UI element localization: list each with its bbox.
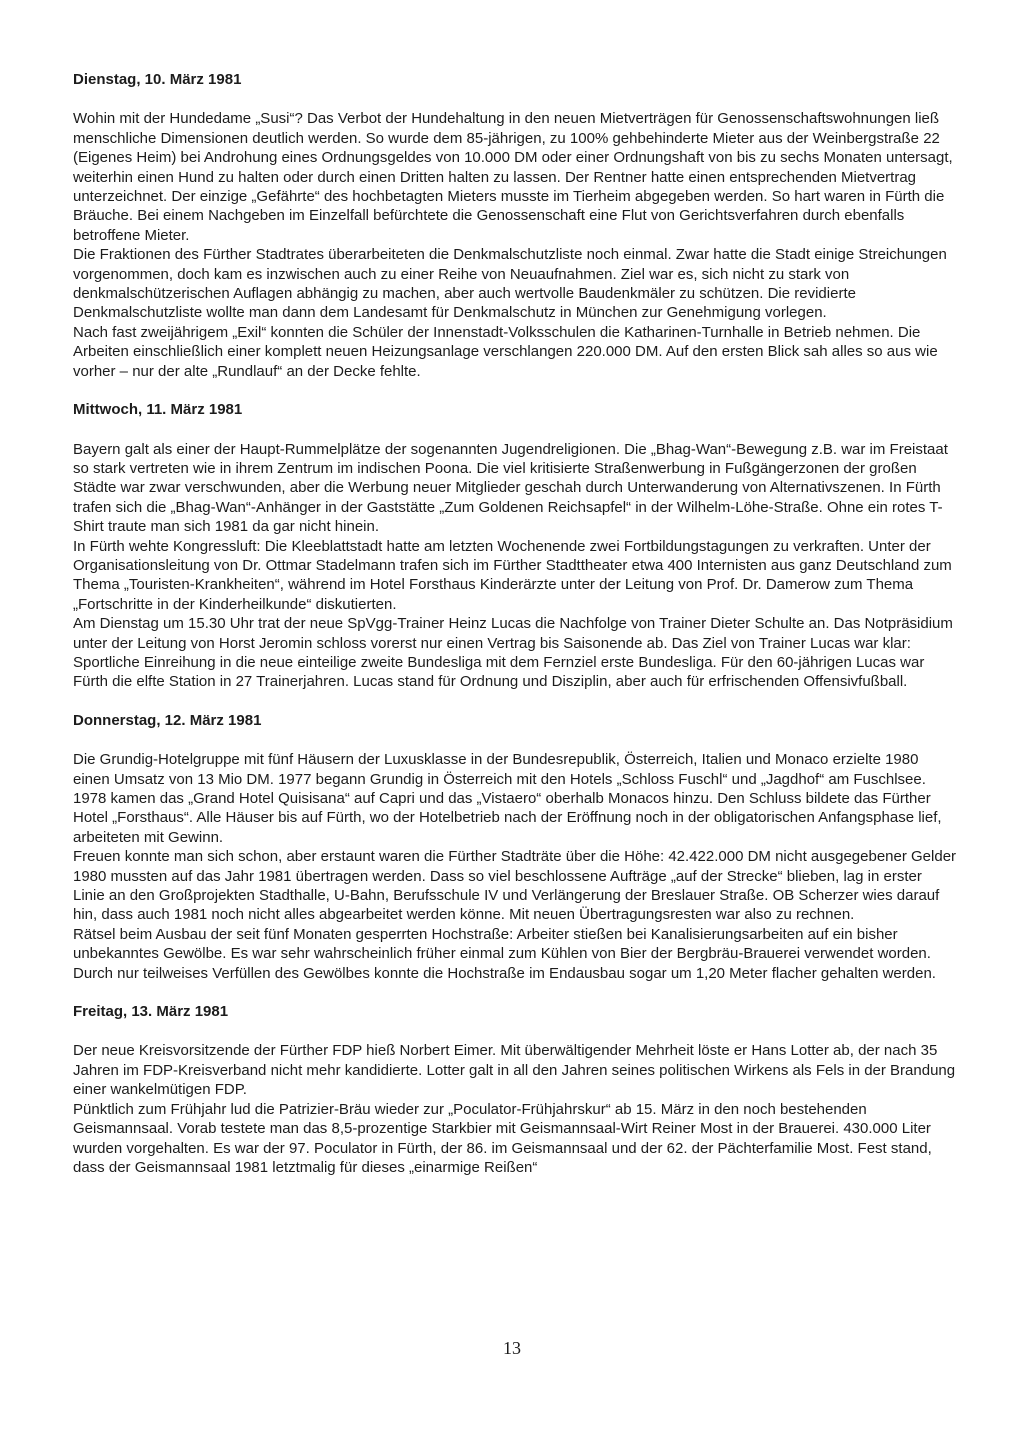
section-paragraphs [73,1041,957,1177]
paragraph: Rätsel beim Ausbau der seit fünf Monaten gesperrten Hochstraße: Arbeiter stießen bei Kanalisierungsarbeiten auf ein bisher unbekanntes Gewölbe. Es war sehr wahrscheinlich früher einmal zum Kühlen von Bier der Bergbräu-Brauerei verwendet worden. Durch nur teilweises Verfüllen des Gewölbes konnte die Hochstraße im Endausbau sogar um 1,20 Meter flacher gehalten werden. [73,925,936,982]
section-paragraphs [73,750,957,983]
paragraph: Die Fraktionen des Fürther Stadtrates überarbeiteten die Denkmalschutzliste noch einmal. Zwar hatte die Stadt einige Streichungen vorgenommen, doch kam es inzwischen auch zu einer Reihe von Neuaufnahmen. Ziel war es, sich nicht zu stark von denkmalschützerischen Auflagen abhängig zu machen, aber auch wertvolle Baudenkmäler zu schützen. Die revidierte Denkmalschutzliste wollte man dann dem Landesamt für Denkmalschutz in München zur Genehmigung vorlegen. [73,246,947,322]
section-heading: Dienstag, 10. März 1981 [73,71,242,88]
paragraph: Die Grundig-Hotelgruppe mit fünf Häusern der Luxusklasse in der Bundesrepublik, Österreich, Italien und Monaco erzielte 1980 einen Umsatz von 13 Mio DM. 1977 begann Grundig in Österreich mit den Hotels „Schloss Fuschl“ und „Jagdhof“ am Fuschlsee. 1978 kamen das „Grand Hotel Quisisana“ auf Capri und das „Vistaero“ oberhalb Monacos hinzu. Den Schluss bildete das Fürther Hotel „Forsthaus“. Alle Häuser bis auf Fürth, wo der Hotelbetrieb nach der Eröffnung noch in der obligatorischen Anfangsphase lief, arbeiteten mit Gewinn. [73,751,942,846]
paragraph: Nach fast zweijährigem „Exil“ konnten die Schüler der Innenstadt-Volksschulen die Katharinen-Turnhalle in Betrieb nehmen. Die Arbeiten einschließlich einer komplett neuen Heizungsanlage verschlangen 220.000 DM. Auf den ersten Blick sah alles so aus wie vorher – nur der alte „Rundlauf“ an der Decke fehlte. [73,323,938,380]
section-paragraphs [73,109,957,381]
paragraph: Am Dienstag um 15.30 Uhr trat der neue SpVgg-Trainer Heinz Lucas die Nachfolge von Trainer Dieter Schulte an. Das Notpräsidium unter der Leitung von Horst Jeromin schloss vorerst nur einen Vertrag bis Saisonende ab. Das Ziel von Trainer Lucas war klar: Sportliche Einreihung in die neue einteilige zweite Bundesliga mit dem Fernziel erste Bundesliga. Für den 60-jährigen Lucas war Fürth die elfte Station in 27 Trainerjahren. Lucas stand für Ordnung und Disziplin, aber auch für erfrischenden Offensivfußball. [73,615,953,691]
paragraph: Der neue Kreisvorsitzende der Fürther FDP hieß Norbert Eimer. Mit überwältigender Mehrheit löste er Hans Lotter ab, der nach 35 Jahren im FDP-Kreisverband nicht mehr kandidierte. Lotter galt in all den Jahren seines politischen Wirkens als Fels in der Brandung einer wankelmütigen FDP. [73,1042,956,1099]
page-footer [0,1338,1024,1359]
section-heading: Donnerstag, 12. März 1981 [73,711,262,729]
section-paragraphs [73,440,957,692]
section-heading: Mittwoch, 11. März 1981 [73,401,243,419]
day-section [73,1002,957,1177]
section-heading: Freitag, 13. März 1981 [73,1003,229,1021]
paragraph: Bayern galt als einer der Haupt-Rummelplätze der sogenannten Jugendreligionen. Die „Bhag-Wan“-Bewegung z.B. war im Freistaat so stark vertreten wie in ihrem Zentrum im indischen Poona. Die viel kritisierte Straßenwerbung in Fußgängerzonen der großen Städte war zwar verschwunden, aber die Werbung neuer Mitglieder geschah durch Unterwanderung von Alternativszenen. In Fürth trafen sich die „Bhag-Wan“-Anhänger in der Gaststätte „Zum Goldenen Reichsapfel“ in der Wilhelm-Löhe-Straße. Ohne ein rotes T-Shirt traute man sich 1981 da gar nicht hinein. [73,440,948,536]
paragraph: Freuen konnte man sich schon, aber erstaunt waren die Fürther Stadträte über die Höhe: 42.422.000 DM nicht ausgegebener Gelder 1980 mussten auf das Jahr 1981 übertragen werden. Dass so viel beschlossene Aufträge „auf der Strecke“ blieben, lag in erster Linie an den Großprojekten Stadthalle, U-Bahn, Berufsschule IV und Verlängerung der Breslauer Straße. OB Scherzer wies darauf hin, dass auch 1981 noch nicht alles abgearbeitet werden könne. Mit neuen Übertragungsresten war also zu rechnen. [73,848,957,924]
day-section [73,400,957,692]
day-section [73,70,957,381]
paragraph: Wohin mit der Hundedame „Susi“? Das Verbot der Hundehaltung in den neuen Mietverträgen für Genossenschaftswohnungen ließ menschliche Dimensionen deutlich werden. So wurde dem 85-jährigen, zu 100% gehbehinderte Mieter aus der Weinbergstraße 22 (Eigenes Heim) bei Androhung eines Ordnungsgeldes von 10.000 DM oder einer Ordnungshaft von bis zu sechs Monaten untersagt, weiterhin einen Hund zu halten oder durch einen Dritten halten zu lassen. Der Rentner hatte einen entsprechenden Mietvertrag unterzeichnet. Der einzige „Gefährte“ des hochbetagten Mieters musste im Tierheim abgegeben werden. So hart waren in Fürth die Bräuche. Bei einem Nachgeben im Einzelfall befürchtete die Genossenschaft eine Flut von Gerichtsverfahren durch ebenfalls betroffene Mieter. [73,110,953,244]
page-number: 13 [503,1338,521,1358]
document-body [73,70,957,1177]
paragraph: Pünktlich zum Frühjahr lud die Patrizier-Bräu wieder zur „Poculator-Frühjahrskur“ ab 15. März in den noch bestehenden Geismannsaal. Vorab testete man das 8,5-prozentige Starkbier mit Geismannsaal-Wirt Reiner Most in der Brauerei. 430.000 Liter wurden vorgehalten. Es war der 97. Poculator in Fürth, der 86. im Geismannsaal und der 62. der Pächterfamilie Most. Fest stand, dass der Geismannsaal 1981 letztmalig für dieses „einarmige Reißen“ [73,1100,932,1176]
paragraph: In Fürth wehte Kongressluft: Die Kleeblattstadt hatte am letzten Wochenende zwei Fortbildungstagungen zu verkraften. Unter der Organisationsleitung von Dr. Ottmar Stadelmann trafen sich im Fürther Stadttheater etwa 400 Internisten aus ganz Deutschland zum Thema „Touristen-Krankheiten“, während im Hotel Forsthaus Kinderärzte unter der Leitung von Prof. Dr. Damerow zum Thema „Fortschritte in der Kinderheilkunde“ diskutierten. [73,537,952,613]
day-section [73,711,957,983]
